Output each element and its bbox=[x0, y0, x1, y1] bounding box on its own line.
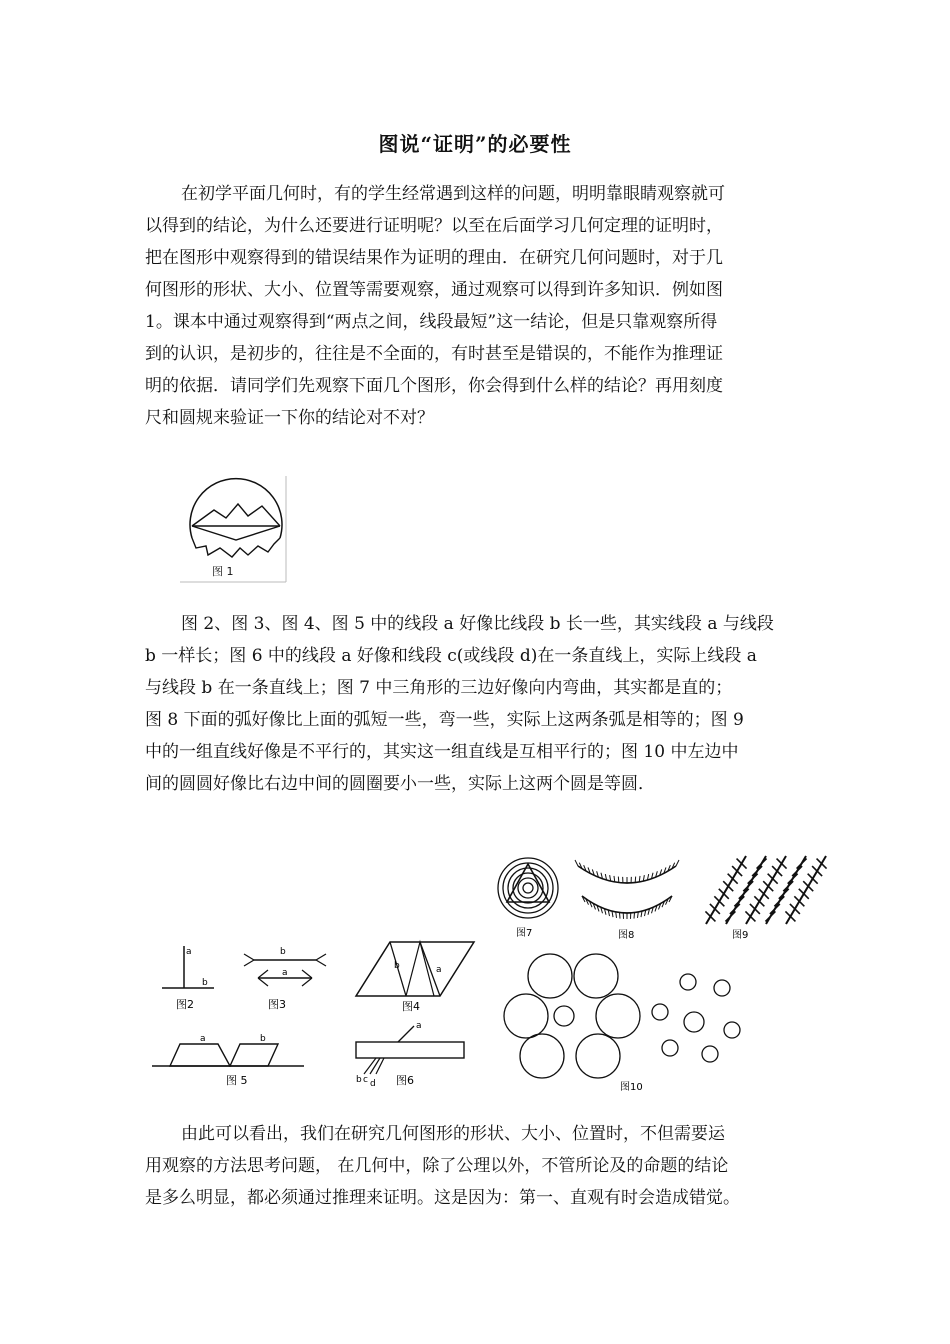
text-line: 是多么明显，都必须通过推理来证明。这是因为：第一、直观有时会造成错觉。 bbox=[145, 1188, 740, 1208]
label-d: d bbox=[370, 1079, 376, 1089]
figure-7-caption: 图7 bbox=[516, 928, 533, 939]
figure-4-caption: 图4 bbox=[402, 1000, 420, 1013]
figure-10-caption: 图10 bbox=[620, 1082, 643, 1093]
figure-5-caption: 图 5 bbox=[226, 1074, 248, 1087]
label-b: b bbox=[280, 947, 286, 957]
text-line: 以得到的结论，为什么还要进行证明呢？以至在后面学习几何定理的证明时， bbox=[145, 216, 723, 236]
label-b: b bbox=[394, 961, 400, 971]
text-line: 图 2、图 3、图 4、图 5 中的线段 a 好像比线段 b 长一些，其实线段 a 与线段 bbox=[181, 614, 774, 634]
label-b: b bbox=[356, 1075, 362, 1085]
paragraph-explanation bbox=[145, 608, 825, 800]
figure-10 bbox=[498, 950, 758, 1096]
text-line: 何图形的形状、大小、位置等需要观察，通过观察可以得到许多知识．例如图 bbox=[145, 280, 723, 300]
paragraph-intro bbox=[145, 178, 825, 434]
figure-1-caption: 图 1 bbox=[212, 565, 234, 578]
text-line: 明的依据．请同学们先观察下面几个图形，你会得到什么样的结论？再用刻度 bbox=[145, 376, 723, 396]
label-a: a bbox=[186, 947, 192, 957]
label-a: a bbox=[200, 1034, 206, 1044]
figure-9-caption: 图9 bbox=[732, 930, 749, 941]
text-line: 在初学平面几何时，有的学生经常遇到这样的问题，明明靠眼睛观察就可 bbox=[181, 184, 725, 204]
figure-5 bbox=[148, 1030, 308, 1090]
text-line: 中的一组直线好像是不平行的，其实这一组直线是互相平行的；图 10 中左边中 bbox=[145, 742, 739, 762]
text-line: 由此可以看出，我们在研究几何图形的形状、大小、位置时，不但需要运 bbox=[181, 1124, 725, 1144]
figure-6 bbox=[350, 1018, 470, 1090]
figure-7 bbox=[494, 854, 564, 944]
label-b: b bbox=[202, 978, 208, 988]
figure-4 bbox=[350, 938, 480, 1016]
label-b: b bbox=[260, 1034, 266, 1044]
label-a: a bbox=[282, 968, 288, 978]
figure-8 bbox=[572, 852, 682, 942]
figure-2-caption: 图2 bbox=[176, 998, 194, 1011]
figure-1 bbox=[180, 476, 290, 586]
text-line: 间的圆圆好像比右边中间的圆圈要小一些，实际上这两个圆是等圆． bbox=[145, 774, 655, 794]
figure-3-caption: 图3 bbox=[268, 998, 286, 1011]
text-line: b 一样长；图 6 中的线段 a 好像和线段 c(或线段 d)在一条直线上，实际上线段 a bbox=[145, 646, 757, 666]
text-line: 1。课本中通过观察得到“两点之间，线段最短”这一结论，但是只靠观察所得 bbox=[145, 312, 718, 332]
figure-9 bbox=[700, 850, 810, 942]
text-line: 把在图形中观察得到的错误结果作为证明的理由．在研究几何问题时，对于几 bbox=[145, 248, 723, 268]
text-line: 图 8 下面的弧好像比上面的弧短一些，弯一些，实际上这两条弧是相等的；图 9 bbox=[145, 710, 744, 730]
paragraph-conclusion bbox=[145, 1118, 825, 1214]
figure-8-caption: 图8 bbox=[618, 930, 635, 941]
figure-3 bbox=[240, 942, 330, 1014]
figure-2 bbox=[158, 942, 218, 1014]
text-line: 尺和圆规来验证一下你的结论对不对？ bbox=[145, 408, 434, 428]
figure-6-caption: 图6 bbox=[396, 1074, 414, 1087]
page-title: 图说“证明”的必要性 bbox=[378, 132, 572, 156]
label-a: a bbox=[416, 1021, 422, 1031]
label-a: a bbox=[436, 965, 442, 975]
label-c: c bbox=[363, 1075, 368, 1085]
text-line: 到的认识，是初步的，往往是不全面的，有时甚至是错误的，不能作为推理证 bbox=[145, 344, 723, 364]
text-line: 用观察的方法思考问题， 在几何中，除了公理以外，不管所论及的命题的结论 bbox=[145, 1156, 729, 1176]
text-line: 与线段 b 在一条直线上；图 7 中三角形的三边好像向内弯曲，其实都是直的； bbox=[145, 678, 733, 698]
